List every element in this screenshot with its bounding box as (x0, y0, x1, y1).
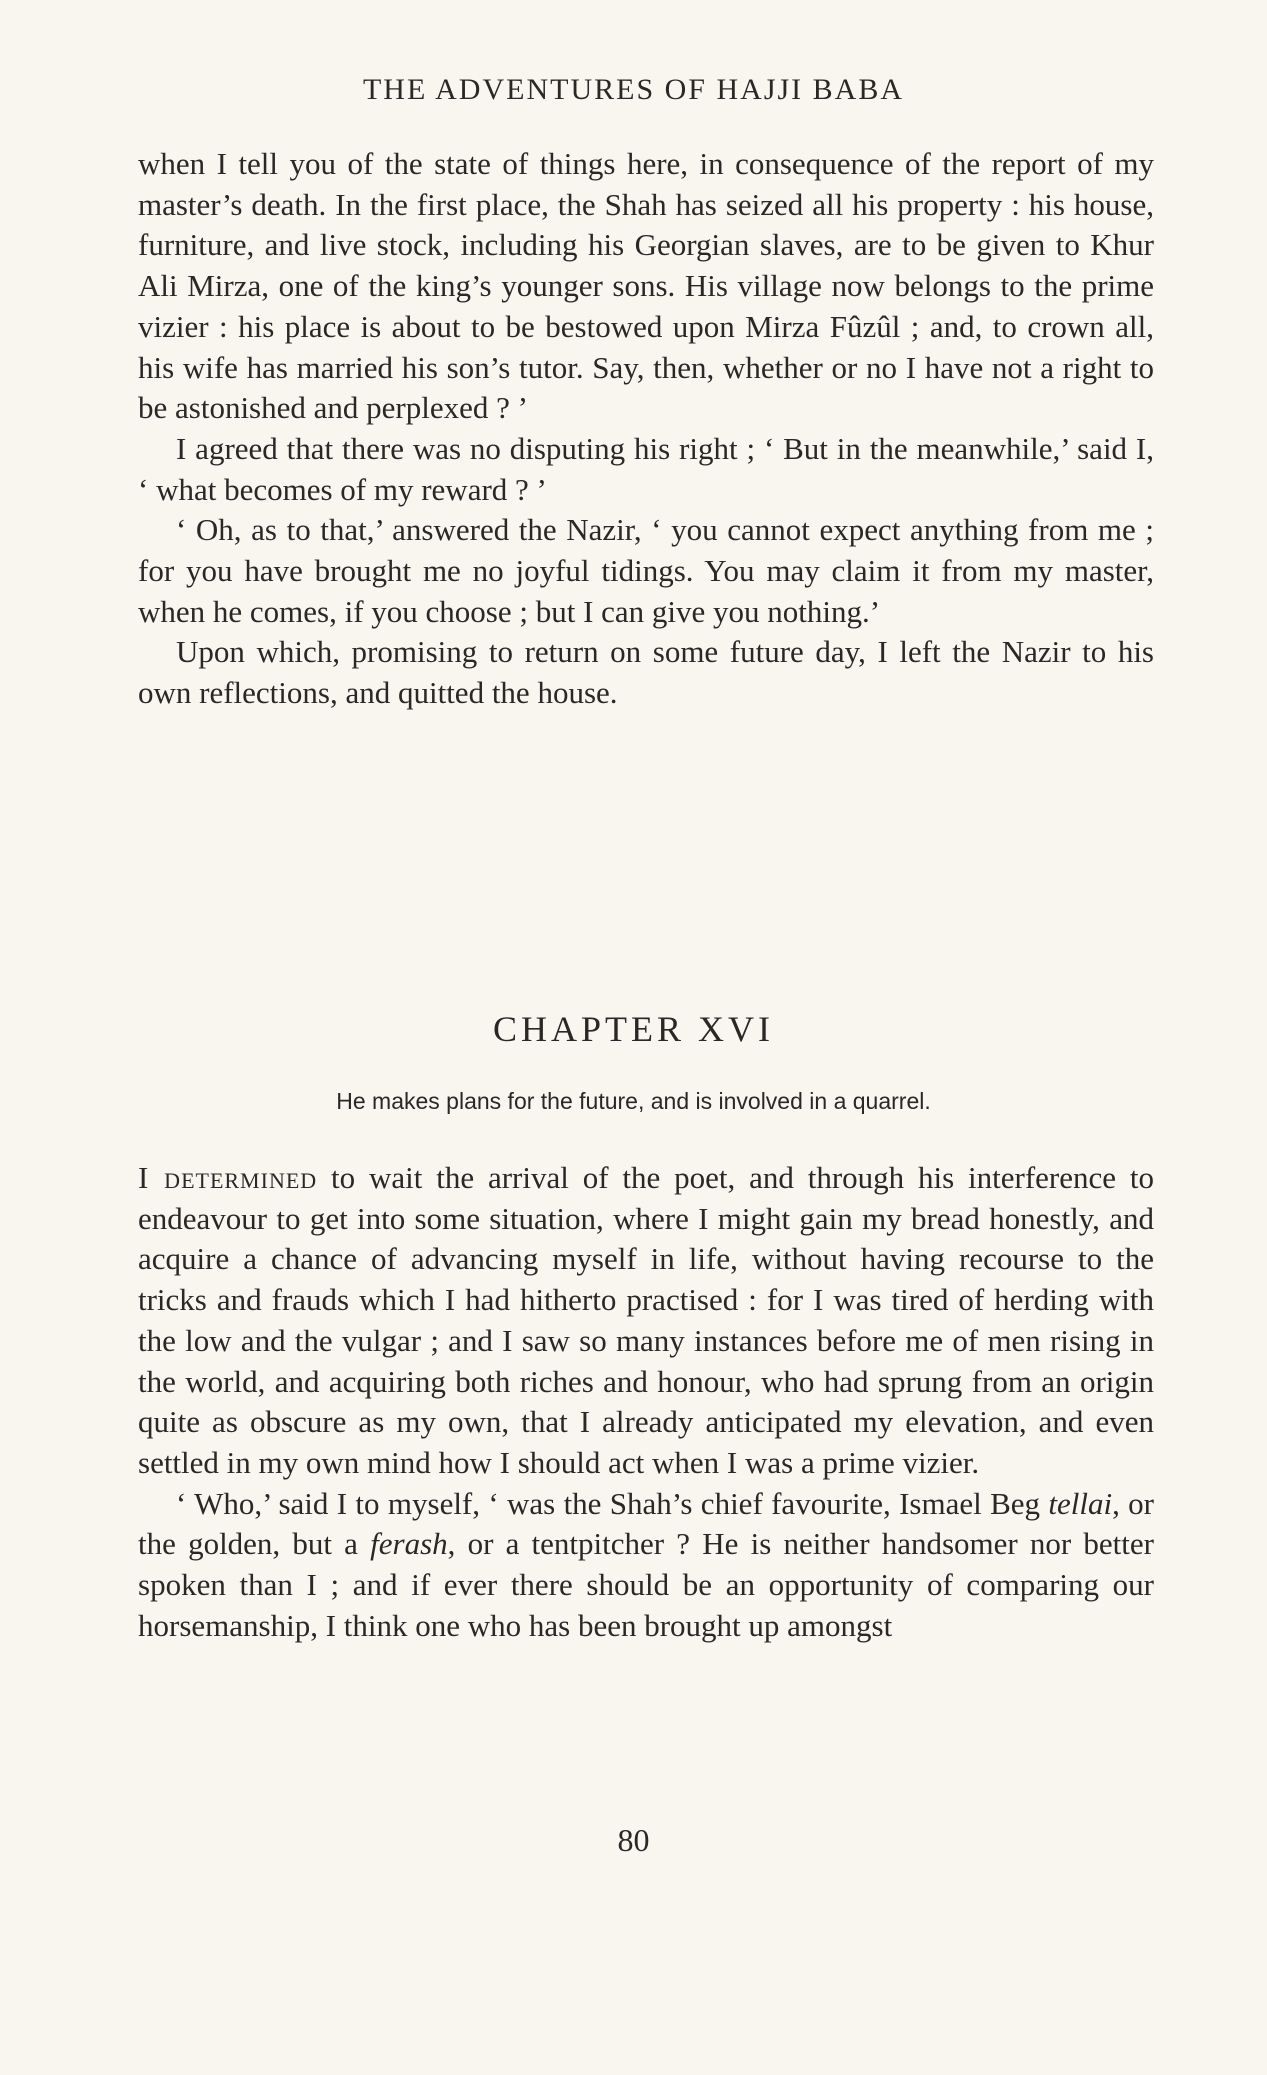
paragraph-text: ‘ Who,’ said I to myself, ‘ was the Shah’s chief favourite, Ismael Beg (176, 1485, 1049, 1521)
previous-chapter-text (138, 144, 1154, 714)
opening-words: I determined (138, 1160, 318, 1195)
paragraph-text: , or a tentpitcher ? He is neither handsomer nor better spoken than I ; and if ever there should be an opportunity of comparing our horsemanship, I think one who has been brought up amongst (138, 1526, 1154, 1643)
chapter-title: CHAPTER XVI (492, 1009, 774, 1049)
italic-term: tellai (1048, 1485, 1113, 1521)
paragraph (138, 1484, 1154, 1647)
paragraph: I agreed that there was no disputing his right ; ‘ But in the meanwhile,’ said I, ‘ what becomes of my reward ? ’ (138, 430, 1154, 507)
paragraph-continuation: when I tell you of the state of things here, in consequence of the report of my master’s death. In the first place, the Shah has seized all his property : his house, furniture, and live stock, including his Georgian slaves, are to be given to Khur Ali Mirza, one of the king’s younger sons. His village now belongs to the prime vizier : his place is about to be bestowed upon Mirza Fûzûl ; and, to crown all, his wife has married his son’s tutor. Say, then, whether or no I have not a right to be astonished and perplexed ? ’ (138, 146, 1154, 426)
paragraph: ‘ Oh, as to that,’ answered the Nazir, ‘ you cannot expect anything from me ; for you have brought me no joyful tidings. You may claim it from my master, when he comes, if you choose ; but I can give you nothing.’ (138, 512, 1154, 629)
running-head: THE ADVENTURES OF HAJJI BABA (362, 73, 905, 106)
opening-paragraph-text: to wait the arrival of the poet, and through his interference to endeavour to get into some situation, where I might gain my bread honestly, and acquire a chance of advancing myself in life, without having recourse to the tricks and frauds which I had hitherto practised : for I was tired of herding with the low and the vulgar ; and I saw so many instances before me of men rising in the world, and acquiring both riches and honour, who had sprung from an origin quite as obscure as my own, that I already anticipated my elevation, and even settled in my own mind how I should act when I was a prime vizier. (138, 1160, 1154, 1480)
italic-term: ferash (370, 1526, 448, 1562)
paragraph: Upon which, promising to return on some future day, I left the Nazir to his own reflections, and quitted the house. (138, 634, 1154, 711)
chapter-summary: He makes plans for the future, and is involved in a quarrel. (336, 1088, 931, 1114)
paragraph-text: , or the golden, but a (138, 1485, 1154, 1562)
chapter-text (138, 1158, 1154, 1646)
opening-paragraph (138, 1158, 1154, 1484)
page-number: 80 (617, 1822, 650, 1858)
